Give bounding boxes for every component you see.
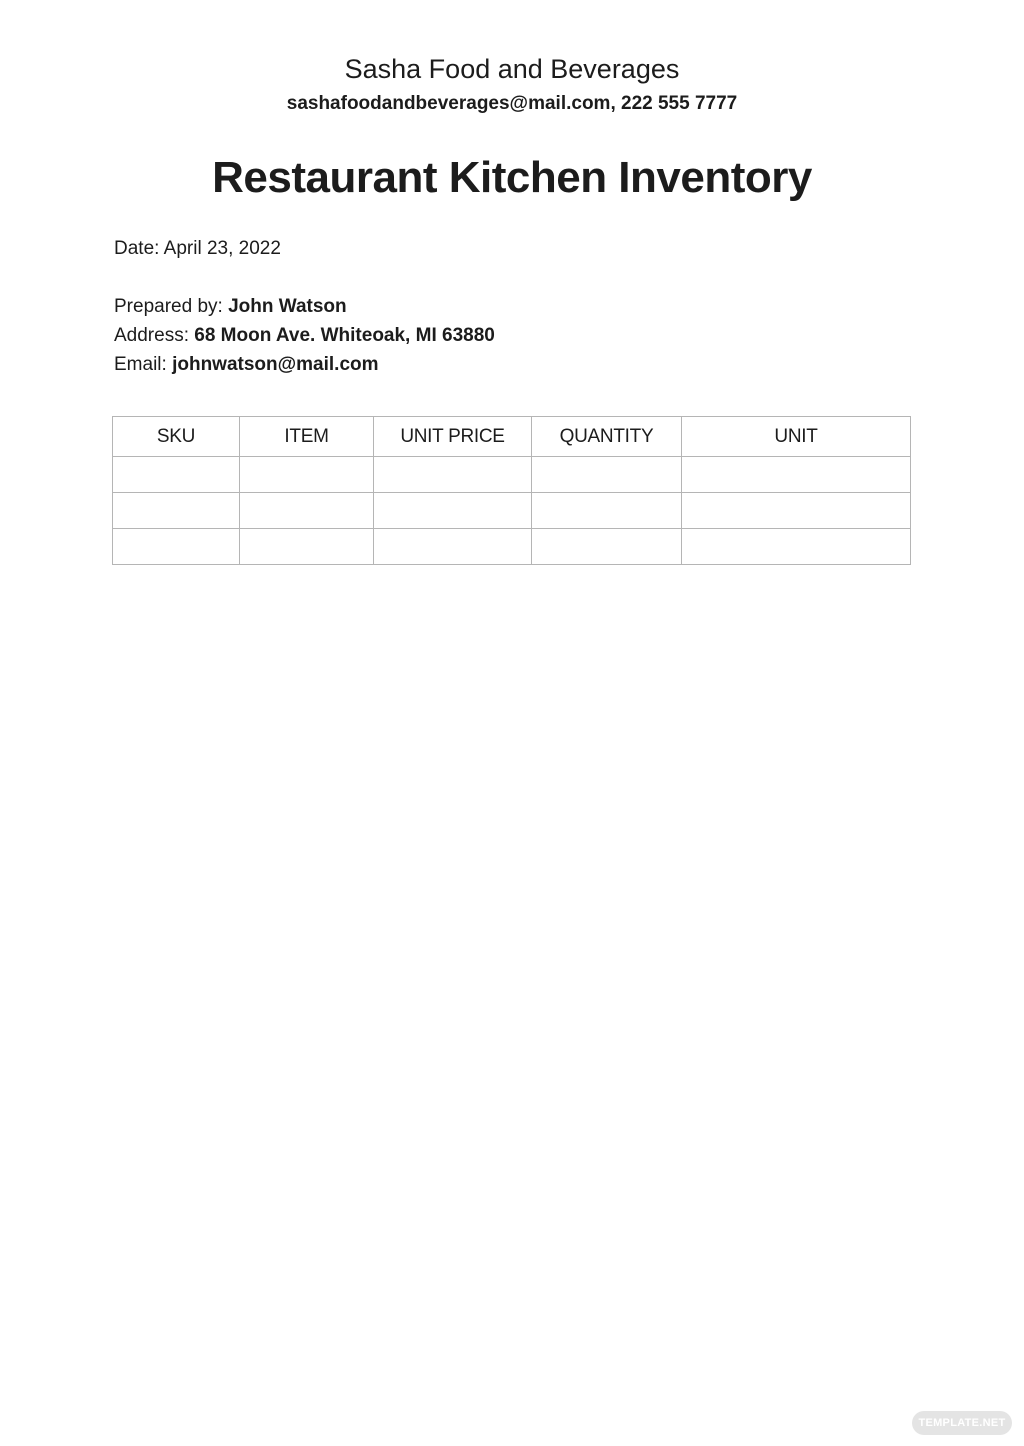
table-cell: [240, 529, 374, 565]
address-value: 68 Moon Ave. Whiteoak, MI 63880: [194, 325, 495, 346]
table-row: [113, 493, 911, 529]
company-contact: sashafoodandbeverages@mail.com, 222 555 7777: [286, 93, 738, 114]
email-value: johnwatson@mail.com: [172, 354, 379, 375]
table-cell: [374, 529, 532, 565]
table-row: [113, 457, 911, 493]
date-label: Date:: [114, 238, 164, 259]
table-cell: [682, 529, 911, 565]
company-name: Sasha Food and Beverages: [344, 54, 680, 84]
table-cell: [113, 493, 240, 529]
inventory-table: [112, 416, 911, 565]
table-cell: [532, 457, 682, 493]
column-header-quantity: QUANTITY: [532, 417, 682, 457]
table-cell: [532, 529, 682, 565]
table-cell: [374, 457, 532, 493]
table-header-row: [113, 417, 911, 457]
table-cell: [532, 493, 682, 529]
prepared-by-value: John Watson: [228, 296, 347, 317]
watermark-badge: TEMPLATE.NET: [912, 1411, 1012, 1435]
column-header-unit-price: UNIT PRICE: [374, 417, 532, 457]
table-cell: [374, 493, 532, 529]
table-row: [113, 529, 911, 565]
column-header-sku: SKU: [113, 417, 240, 457]
email-line: [114, 353, 379, 377]
address-line: [114, 324, 495, 348]
prepared-by-label: Prepared by:: [114, 296, 229, 317]
table-cell: [240, 493, 374, 529]
column-header-unit: UNIT: [682, 417, 911, 457]
email-label: Email:: [114, 354, 173, 375]
address-label: Address:: [114, 325, 195, 346]
date-line: [114, 237, 281, 261]
document-title: Restaurant Kitchen Inventory: [212, 153, 812, 202]
table-cell: [113, 529, 240, 565]
column-header-item: ITEM: [240, 417, 374, 457]
table-cell: [682, 493, 911, 529]
table-cell: [113, 457, 240, 493]
date-value: April 23, 2022: [163, 238, 281, 259]
prepared-by-line: [114, 295, 347, 319]
table-cell: [240, 457, 374, 493]
table-cell: [682, 457, 911, 493]
